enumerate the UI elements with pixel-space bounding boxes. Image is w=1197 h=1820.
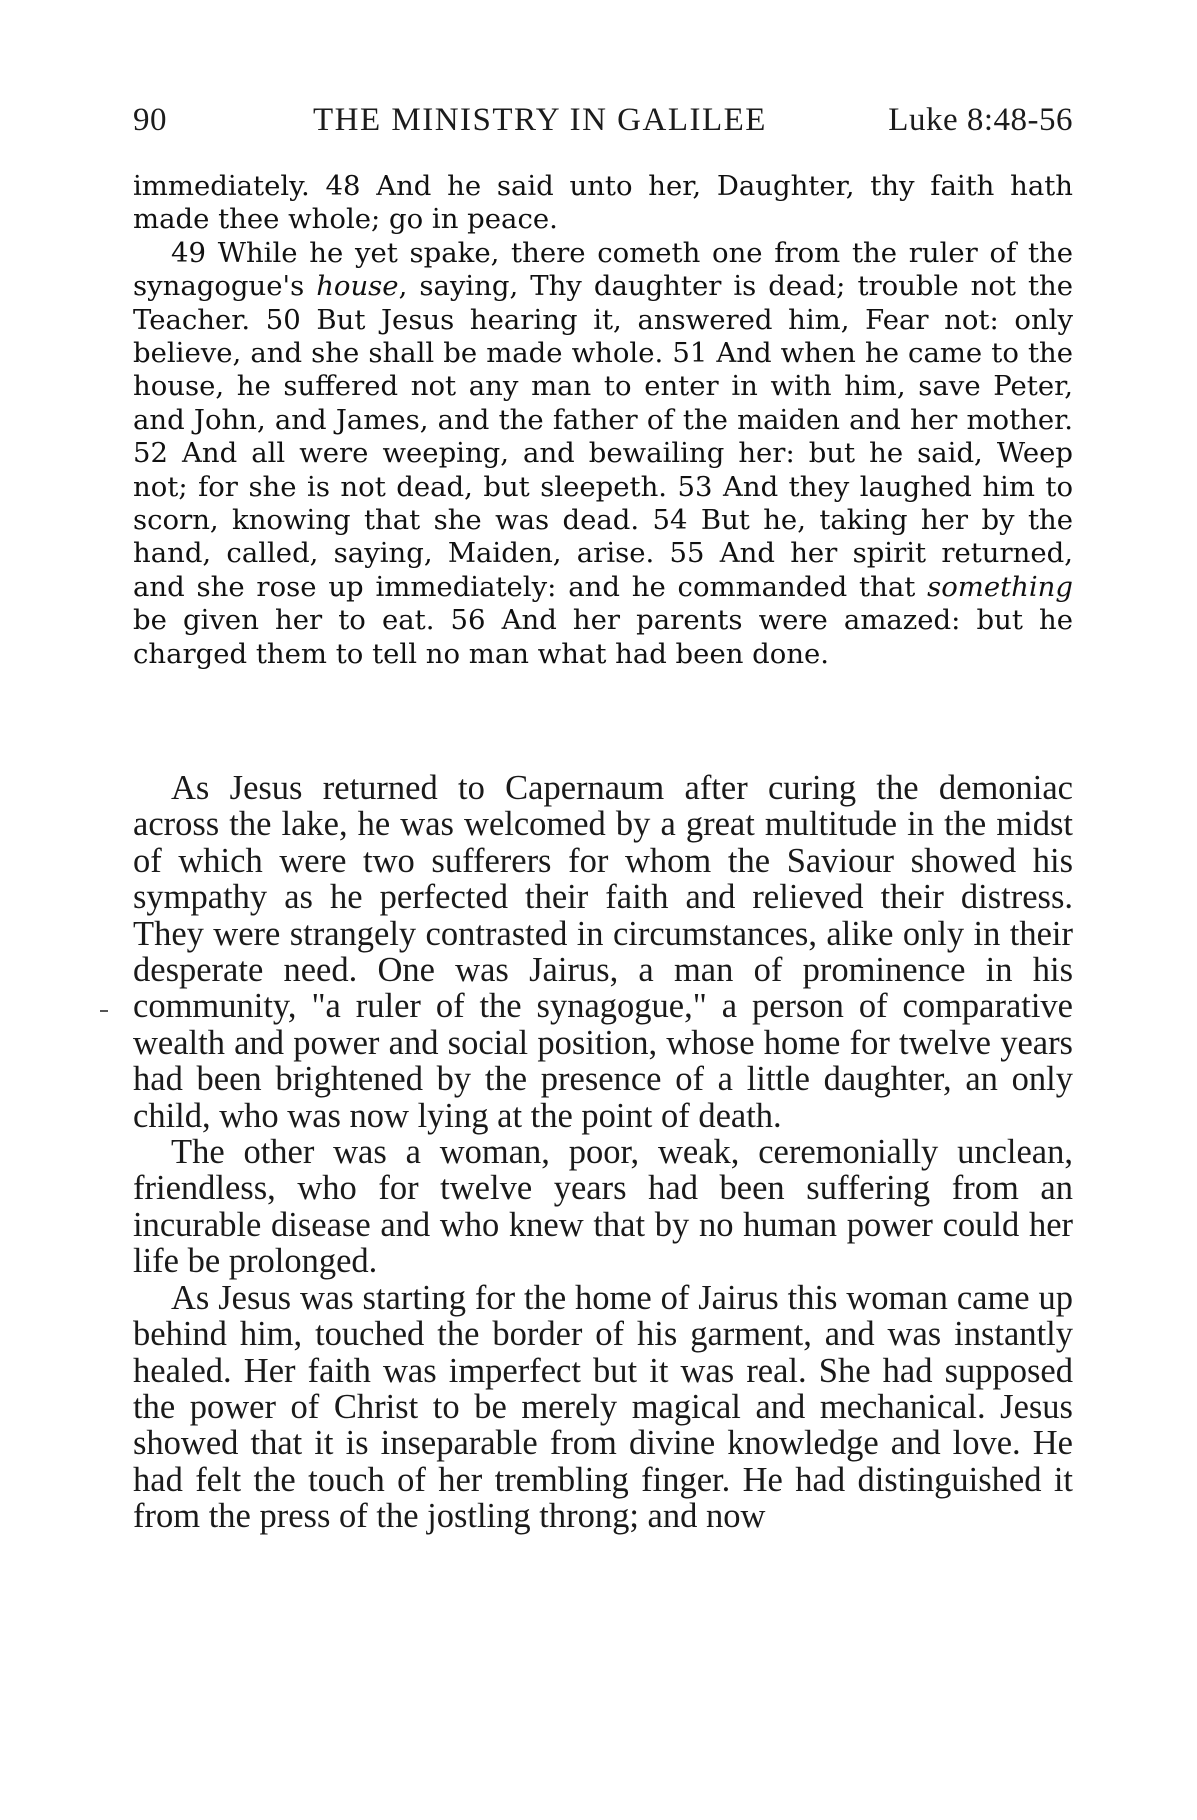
commentary-text	[133, 770, 1073, 1535]
scripture-paragraph	[133, 170, 1073, 237]
italic-word: something	[927, 570, 1073, 603]
scripture-text: 49 While he yet spake, there cometh one from the ruler of the synagogue's	[133, 236, 1073, 303]
running-head	[133, 98, 1073, 142]
chapter-title: THE MINISTRY IN GALILEE	[313, 102, 767, 138]
commentary-paragraph: The other was a woman, poor, weak, ceremonially unclean, friendless, who for twelve years had been suffering from an incurable disease and who knew that by no human power could her life be prolonged.	[133, 1133, 1073, 1281]
scripture-text: , saying, Thy daughter is dead; trouble not the Teacher. 50 But Jesus hearing it, answered him, Fear not: only believe, and she shall be made whole. 51 And when he came to the house, he suffered not any man to enter in with him, save Peter, and John, and James, and the father of the maiden and her mother. 52 And all were weeping, and bewailing her: but he said, Weep not; for she is not dead, but sleepeth. 53 And they laughed him to scorn, knowing that she was dead. 54 But he, taking her by the hand, called, saying, Maiden, arise. 55 And her spirit returned, and she rose up immediately: and he commanded that	[133, 270, 1073, 603]
scripture-passage	[133, 170, 1073, 671]
italic-word: house	[316, 270, 399, 303]
page-number: 90	[133, 102, 167, 138]
margin-mark	[100, 1010, 108, 1012]
commentary-paragraph: As Jesus returned to Capernaum after curing the demoniac across the lake, he was welcomed by a great multitude in the midst of which were two sufferers for whom the Saviour showed his sympathy as he perfected their faith and relieved their distress. They were strangely contrasted in circumstances, alike only in their desperate need. One was Jairus, a man of prominence in his community, "a ruler of the synagogue," a person of comparative wealth and power and social position, whose home for twelve years had been brightened by the presence of a little daughter, an only child, who was now lying at the point of death.	[133, 769, 1073, 1135]
scripture-paragraph	[133, 237, 1073, 671]
scripture-text: immediately. 48 And he said unto her, Daughter, thy faith hath made thee whole; go in peace.	[133, 170, 1073, 236]
commentary-paragraph: As Jesus was starting for the home of Jairus this woman came up behind him, touched the border of his garment, and was instantly healed. Her faith was imperfect but it was real. She had supposed the power of Christ to be merely magical and mechanical. Jesus showed that it is inseparable from divine knowledge and love. He had felt the touch of her trembling finger. He had distinguished it from the press of the jostling throng; and now	[133, 1278, 1073, 1536]
scripture-text: be given her to eat. 56 And her parents were amazed: but he charged them to tell no man what had been done.	[133, 604, 1073, 670]
scripture-reference: Luke 8:48-56	[888, 102, 1073, 138]
